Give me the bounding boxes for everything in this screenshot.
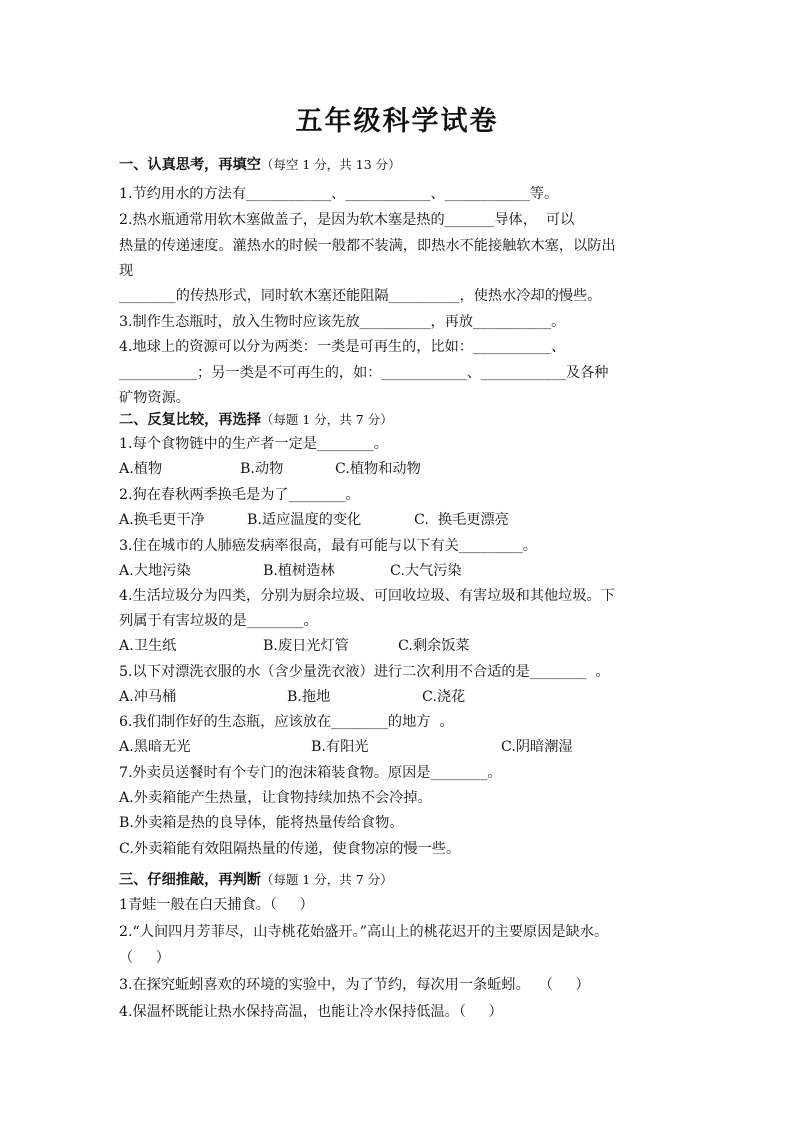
section-heading-2 [119, 411, 393, 429]
section-note: （每题 1 分，共 7 分） [260, 412, 393, 427]
choice-option-b: B.外卖箱是热的良导体，能将热量传给食物。 [119, 815, 404, 831]
choice-option-a: A.植物 [119, 461, 163, 477]
judge-question-4: 4.保温杯既能让热水保持高温，也能让冷水保持低温。（ ） [119, 1004, 503, 1020]
section-heading-1 [119, 156, 401, 174]
choice-question-6: 6.我们制作好的生态瓶，应该放在________的地方 。 [119, 714, 454, 730]
fill-question-4-cont: 矿物资源。 [119, 390, 190, 406]
fill-question-1: 1.节约用水的方法有____________、____________、____________等。 [119, 186, 559, 202]
choice-option-c: C.植物和动物 [335, 461, 421, 477]
section-title: 一、认真思考，再填空 [119, 157, 261, 173]
choice-question-5: 5.以下对漂洗衣服的水（含少量洗衣液）进行二次利用不合适的是________ 。 [119, 664, 610, 680]
choice-question-4-cont: 列属于有害垃圾的是________。 [119, 613, 318, 629]
fill-question-4: 4.地球上的资源可以分为两类：一类是可再生的，比如：___________、 [119, 339, 566, 355]
fill-question-2-cont: 现 [119, 263, 134, 279]
page-title: 五年级科学试卷 [295, 106, 499, 137]
choice-option-a: A.黑暗无光 [119, 739, 191, 755]
choice-question-4: 4.生活垃圾分为四类，分别为厨余垃圾、可回收垃圾、有害垃圾和其他垃圾。下 [119, 588, 615, 604]
judge-question-3: 3.在探究蚯蚓喜欢的环境的实验中，为了节约，每次用一条蚯蚓。 （ ） [119, 977, 590, 993]
choice-question-2: 2.狗在春秋两季换毛是为了________。 [119, 487, 360, 503]
judge-question-2: 2.“人间四月芳菲尽，山寺桃花始盛开。”高山上的桃花迟开的主要原因是缺水。 [119, 924, 609, 940]
fill-question-2-cont: ________的传热形式，同时软木塞还能阻隔__________，使热水冷却的慢些。 [119, 288, 602, 304]
judge-question-1: 1青蛙一般在白天捕食。（ ） [119, 897, 314, 913]
choice-option-a: A.冲马桶 [119, 689, 177, 705]
choice-option-c: C. 换毛更漂亮 [414, 512, 509, 528]
choice-option-b: B.植树造林 [263, 563, 335, 579]
section-title: 三、仔细推敲，再判断 [119, 872, 261, 888]
choice-option-c: C.大气污染 [390, 563, 462, 579]
choice-option-b: B.适应温度的变化 [247, 512, 362, 528]
choice-question-7: 7.外卖员送餐时有个专门的泡沫箱装食物。原因是________。 [119, 765, 502, 781]
choice-option-b: B.有阳光 [311, 739, 369, 755]
choice-option-b: B.动物 [240, 461, 284, 477]
section-note: （每空 1 分，共 13 分） [260, 157, 401, 172]
choice-option-c: C.浇花 [422, 689, 466, 705]
section-note: （每题 1 分，共 7 分） [260, 872, 393, 887]
judge-question-2-cont: （ ） [119, 950, 170, 966]
choice-option-a: A.大地污染 [119, 563, 191, 579]
fill-question-2: 2.热水瓶通常用软木塞做盖子，是因为软木塞是热的_______导体， 可以 [119, 212, 575, 228]
choice-option-a: A.换毛更干净 [119, 512, 205, 528]
section-heading-3 [119, 871, 393, 889]
section-title: 二、反复比较，再选择 [119, 412, 261, 428]
choice-option-b: B.废日光灯管 [263, 638, 349, 654]
choice-option-a: A.卫生纸 [119, 638, 177, 654]
choice-option-b: B.拖地 [287, 689, 331, 705]
choice-option-c: C.外卖箱能有效阻隔热量的传递，使食物凉的慢一些。 [119, 841, 461, 857]
choice-question-1: 1.每个食物链中的生产者一定是________。 [119, 436, 388, 452]
fill-question-3: 3.制作生态瓶时，放入生物时应该先放__________，再放___________。 [119, 314, 566, 330]
choice-option-a: A.外卖箱能产生热量，让食物持续加热不会冷掉。 [119, 790, 432, 806]
fill-question-4-cont: ___________；另一类是不可再生的，如：____________、____________及各种 [119, 365, 609, 381]
choice-option-c: C.阴暗潮湿 [501, 739, 573, 755]
choice-question-3: 3.住在城市的人肺癌发病率很高，最有可能与以下有关_________。 [119, 538, 537, 554]
fill-question-2-cont: 热量的传递速度。灌热水的时候一般都不装满，即热水不能接触软木塞，以防出 [119, 238, 616, 254]
choice-option-c: C.剩余饭菜 [398, 638, 470, 654]
